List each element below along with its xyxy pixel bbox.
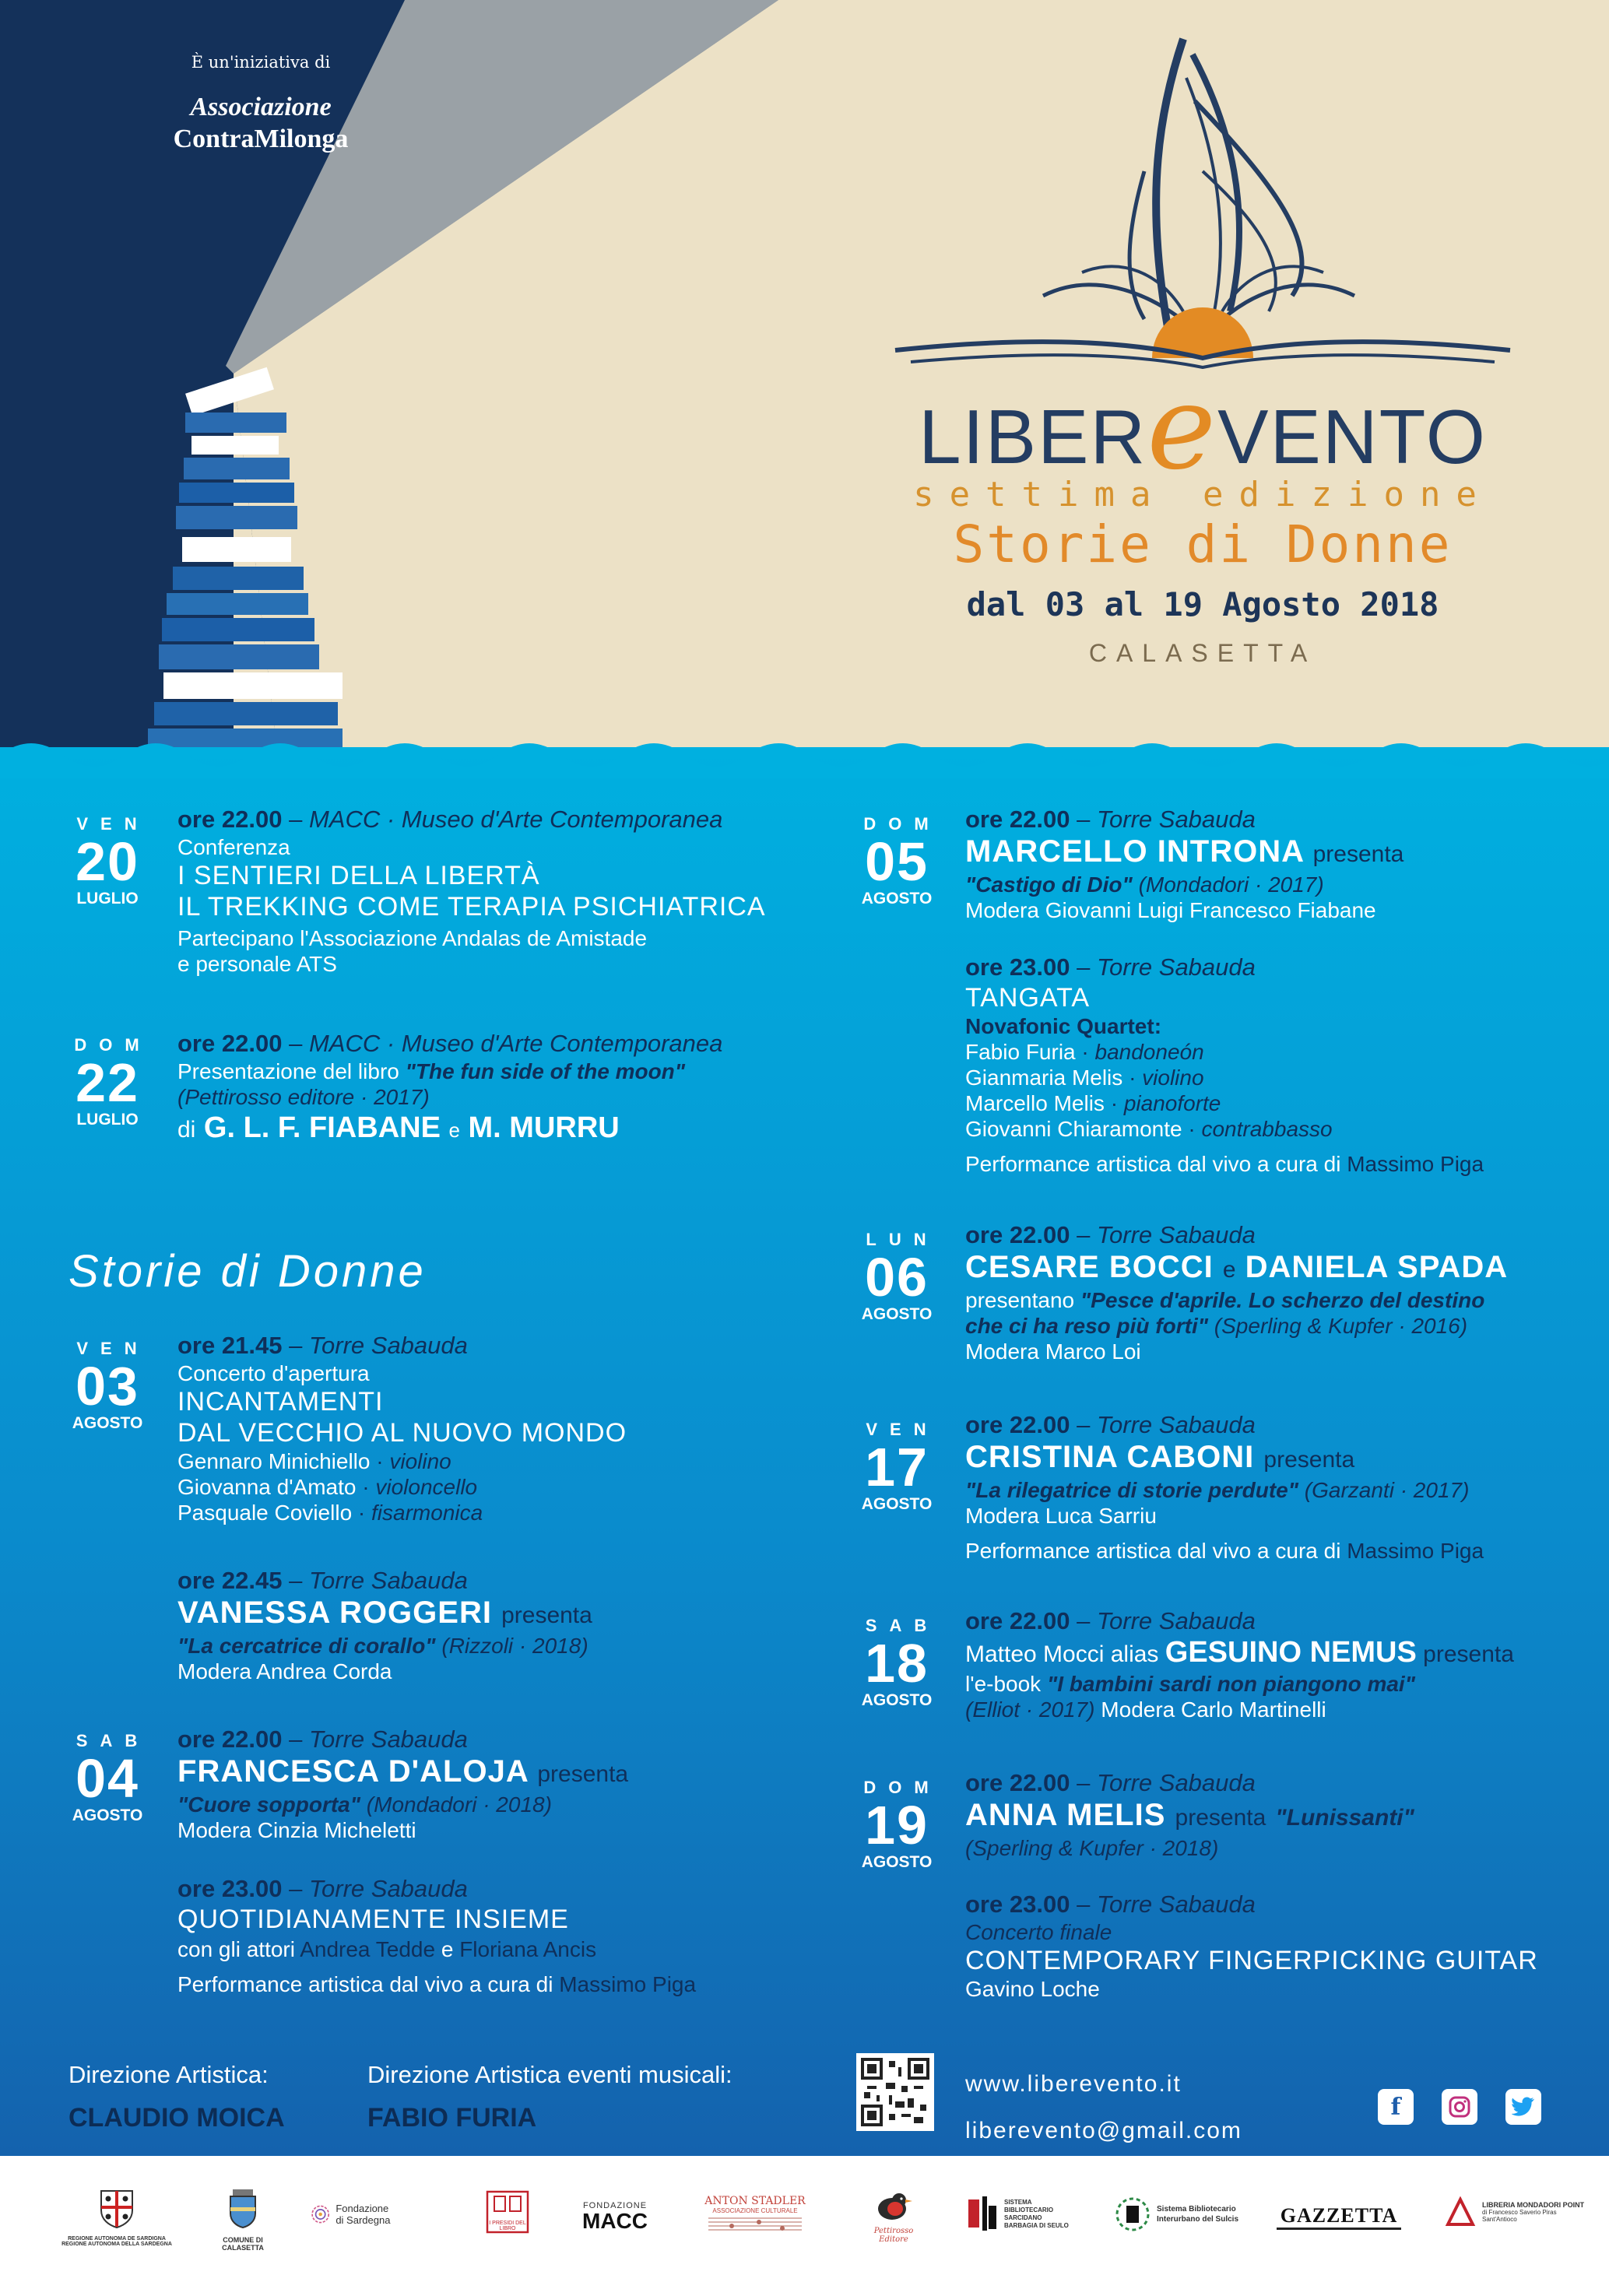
book-title: "Castigo di Dio" (965, 872, 1133, 897)
book-line (965, 1671, 1514, 1697)
separator: · (1129, 1065, 1136, 1090)
event-title: DAL VECCHIO AL NUOVO MONDO (177, 1418, 627, 1448)
event-time: ore 22.00 (177, 1726, 283, 1753)
presentation-label: Presentazione del libro (177, 1059, 399, 1083)
performer-name: Gianmaria Melis (965, 1065, 1123, 1090)
event-venue: Torre Sabauda (308, 1726, 468, 1753)
actor-name: Floriana Ancis (459, 1937, 597, 1961)
sponsor-name: REGIONE AUTONOMA DELLA SARDEGNA (61, 2242, 172, 2247)
presents-label: presenta (1423, 1641, 1514, 1667)
edition-label: settima edizione (913, 475, 1492, 514)
author-name: ANNA MELIS (965, 1798, 1166, 1832)
instrument: fisarmonica (371, 1501, 483, 1525)
date-badge (53, 814, 162, 909)
qr-code[interactable] (856, 2053, 934, 2131)
event-time-venue (965, 1606, 1514, 1636)
date-badge (842, 1230, 951, 1325)
publisher: (Rizzoli · 2018) (441, 1634, 588, 1658)
foundation-logo-icon (311, 2198, 329, 2231)
event-branding (880, 360, 1526, 668)
event-item (965, 1768, 1414, 1861)
performer (965, 1039, 1484, 1065)
sponsor-name: GAZZETTA (1277, 2204, 1401, 2230)
festival-dates: dal 03 al 19 Agosto 2018 (966, 585, 1439, 623)
event-time: ore 23.00 (965, 1891, 1070, 1918)
sponsor-comune-calasetta (212, 2189, 274, 2252)
author-line (965, 1798, 1414, 1835)
sponsor-name: di Francesco Saverio Piras Sant'Antioco (1482, 2209, 1557, 2223)
section-title: Storie di Donne (69, 1246, 427, 1297)
day-number: 06 (865, 1247, 929, 1308)
performance-credit (965, 1538, 1484, 1564)
artistic-director (69, 2061, 285, 2133)
event-title: I SENTIERI DELLA LIBERTÀ (177, 861, 540, 890)
sponsor-name: ASSOCIAZIONE CULTURALE (712, 2207, 798, 2214)
performance-label: Performance artistica dal vivo a cura di (965, 1539, 1341, 1563)
event-time: ore 22.00 (965, 1607, 1070, 1634)
sponsor-gazzetta (1277, 2204, 1401, 2230)
book-title: "I bambini sardi non piangono mai" (1046, 1672, 1415, 1696)
date-badge (53, 1339, 162, 1434)
performance-credit (965, 1151, 1484, 1177)
event-item (965, 1410, 1484, 1564)
book-title: "Lunissanti" (1275, 1805, 1414, 1831)
actor-name: Andrea Tedde (300, 1937, 436, 1961)
municipal-crest-icon (228, 2189, 258, 2229)
presents-label: presenta (1175, 1805, 1266, 1831)
event-time-venue (965, 1220, 1508, 1250)
twitter-icon[interactable] (1505, 2089, 1541, 2125)
author-name: FRANCESCA D'ALOJA (177, 1754, 529, 1789)
book-title: che ci ha reso più forti" (965, 1314, 1209, 1338)
event-item (177, 1874, 696, 1997)
event-item (177, 1331, 627, 1525)
presents-label: presentano (965, 1288, 1075, 1312)
publisher: (Sperling & Kupfer · 2016) (1214, 1314, 1468, 1338)
event-time-venue (965, 1890, 1538, 1919)
author-name: GESUINO NEMUS (1165, 1636, 1417, 1669)
instrument: violoncello (375, 1475, 478, 1499)
day-number: 20 (76, 831, 139, 892)
date-badge (842, 1616, 951, 1711)
performance-label: Performance artistica dal vivo a cura di (177, 1972, 553, 1996)
event-item (177, 1566, 592, 1684)
day-number: 05 (865, 831, 929, 892)
event-time-venue (177, 1331, 627, 1360)
presents-label: presenta (1312, 841, 1404, 867)
performer-name: Massimo Piga (1347, 1152, 1484, 1176)
robin-bird-icon (873, 2189, 914, 2223)
festival-theme: Storie di Donne (953, 514, 1453, 574)
organizer-name-line1: Associazione (190, 93, 332, 121)
logo-text-liber: LIBER (919, 394, 1147, 479)
separator: – (289, 1332, 303, 1359)
performance-credit (177, 1971, 696, 1997)
book-line (177, 1633, 592, 1659)
sponsor-footer (0, 2156, 1609, 2296)
connector: e (448, 1118, 460, 1142)
sponsor-name: ANTON STADLER (704, 2195, 806, 2207)
author-line (965, 1440, 1484, 1477)
sponsor-name: I PRESIDI DEL LIBRO (489, 2221, 526, 2231)
month: AGOSTO (72, 1806, 143, 1824)
event-title: QUOTIDIANAMENTE INSIEME (177, 1905, 569, 1934)
book-title: "Pesce d'aprile. Lo scherzo del destino (1080, 1288, 1485, 1312)
author-line (965, 1636, 1514, 1671)
author-name: MARCELLO INTRONA (965, 834, 1304, 869)
performer-name: Massimo Piga (1347, 1539, 1484, 1563)
connector: di (177, 1117, 196, 1143)
performer-name: Pasquale Coviello (177, 1501, 353, 1525)
sponsor-fondazione-macc (571, 2201, 659, 2232)
event-time: ore 21.45 (177, 1332, 283, 1359)
event-item (177, 1725, 628, 1843)
month: AGOSTO (861, 1691, 933, 1709)
author-line (965, 834, 1403, 872)
day-number: 19 (865, 1795, 929, 1855)
event-note: Partecipano l'Associazione Andalas de Amistade (177, 926, 648, 950)
performer (965, 1065, 1484, 1090)
instrument: violino (389, 1449, 451, 1473)
event-time: ore 22.00 (965, 1769, 1070, 1796)
actors-line (177, 1936, 696, 1962)
day-number: 22 (76, 1052, 139, 1113)
weekday: DOM (74, 1035, 152, 1055)
festival-city: CALASETTA (1088, 639, 1317, 667)
event-venue: Torre Sabauda (308, 1875, 468, 1902)
credit-label: Direzione Artistica: (69, 2061, 269, 2088)
sponsor-name: Pettirosso Editore (873, 2227, 914, 2244)
performer-name: Giovanna d'Amato (177, 1475, 357, 1499)
credit-name: FABIO FURIA (367, 2103, 537, 2133)
performer-name: Gennaro Minichiello (177, 1449, 371, 1473)
author-alias-label: Matteo Mocci alias (965, 1641, 1159, 1667)
credit-label: Direzione Artistica eventi musicali: (367, 2061, 732, 2088)
band-label: Novafonic Quartet (965, 1014, 1154, 1038)
event-title: TANGATA (965, 983, 1090, 1013)
separator: · (1110, 1091, 1119, 1115)
presents-label: presenta (537, 1761, 629, 1787)
regional-coat-of-arms-icon (99, 2189, 135, 2229)
event-venue: Torre Sabauda (1096, 1769, 1256, 1796)
sailboat-book-logo (887, 16, 1518, 389)
author-line (965, 1250, 1508, 1287)
moderator: Modera Luca Sarriu (965, 1504, 1157, 1528)
event-time-venue (965, 1768, 1414, 1798)
moderator: Modera Andrea Corda (177, 1659, 392, 1683)
performer (177, 1500, 627, 1525)
event-item (965, 1890, 1538, 2002)
separator: · (1081, 1040, 1089, 1064)
moderator: Modera Carlo Martinelli (1101, 1697, 1326, 1722)
day-number: 04 (76, 1748, 139, 1809)
event-time-venue (965, 953, 1484, 982)
initiative-label: È un'iniziativa di (191, 53, 331, 72)
author-line (177, 1596, 592, 1633)
date-badge (53, 1035, 162, 1130)
instrument: bandoneón (1094, 1040, 1204, 1064)
performer-name: Gavino Loche (965, 1977, 1100, 2001)
event-time: ore 22.00 (965, 1411, 1070, 1438)
event-venue: MACC · Museo d'Arte Contemporanea (308, 806, 723, 833)
publisher: (Mondadori · 2018) (366, 1792, 552, 1817)
separator: – (289, 1875, 303, 1902)
separator: – (289, 806, 303, 833)
organizer-name-line2: ContraMilonga (173, 125, 349, 153)
sponsor-sistema-sulcis (1115, 2195, 1255, 2234)
event-item (965, 1606, 1514, 1722)
performance-label: Performance artistica dal vivo a cura di (965, 1152, 1341, 1176)
separator: – (1077, 1769, 1091, 1796)
sponsor-name: COMUNE DI CALASETTA (222, 2236, 264, 2252)
sponsor-name: MACC (582, 2209, 648, 2233)
event-time: ore 22.00 (177, 1030, 283, 1057)
separator: · (357, 1501, 366, 1525)
performer (965, 1090, 1484, 1116)
presents-label: presenta (1263, 1447, 1355, 1473)
separator: – (1077, 1221, 1091, 1248)
date-badge (842, 1778, 951, 1873)
separator: · (1188, 1117, 1196, 1141)
book-title: "La cercatrice di corallo" (177, 1634, 436, 1658)
month: AGOSTO (72, 1414, 143, 1432)
event-item (965, 953, 1484, 1177)
author-line (177, 1754, 628, 1792)
event-time-venue (177, 1725, 628, 1754)
separator: · (376, 1449, 384, 1473)
publisher-line (965, 1697, 1514, 1722)
organizer-block (148, 53, 374, 156)
weekday: DOM (863, 814, 941, 834)
event-title: IL TREKKING COME TERAPIA PSICHIATRICA (177, 892, 766, 922)
book-line (177, 1792, 628, 1817)
book-presentation (177, 1058, 722, 1084)
sponsor-regione-sardegna (54, 2189, 179, 2247)
sulcis-logo-icon (1115, 2195, 1151, 2234)
date-badge (53, 1731, 162, 1826)
event-time: ore 23.00 (965, 953, 1070, 981)
performer-name: Giovanni Chiaramonte (965, 1117, 1182, 1141)
moderator: Modera Giovanni Luigi Francesco Fiabane (965, 898, 1376, 922)
sponsor-name: REGIONE AUTONOMA DE SARDIGNA (68, 2236, 166, 2242)
sponsor-name: LIBRERIA MONDADORI POINT (1482, 2201, 1585, 2209)
sponsor-name: FONDAZIONE (582, 2201, 648, 2210)
music-director (367, 2061, 732, 2133)
separator: – (289, 1030, 303, 1057)
publisher: (Pettirosso editore · 2017) (177, 1085, 430, 1109)
event-time-venue (965, 1410, 1484, 1440)
separator: – (1077, 1891, 1091, 1918)
actors-label: con gli attori (177, 1937, 295, 1961)
day-number: 03 (76, 1356, 139, 1417)
moderator: Modera Cinzia Micheletti (177, 1818, 416, 1842)
authors (177, 1110, 722, 1148)
library-system-logo-icon (965, 2195, 999, 2234)
email-link[interactable]: liberevento@gmail.com (965, 2118, 1242, 2143)
month: AGOSTO (861, 1305, 933, 1323)
author-name: CESARE BOCCI (965, 1250, 1214, 1284)
wave-divider (0, 732, 1609, 778)
date-badge (842, 814, 951, 909)
weekday: SAB (76, 1731, 150, 1750)
event-item (177, 1029, 722, 1148)
book-title: "Cuore sopporta" (177, 1792, 361, 1817)
month: AGOSTO (861, 1495, 933, 1513)
author-name: VANESSA ROGGERI (177, 1596, 492, 1630)
qr-code-pattern (861, 2058, 929, 2126)
performer-name: Marcello Melis (965, 1091, 1105, 1115)
event-time: ore 22.00 (965, 1221, 1070, 1248)
event-type: Concerto d'apertura (177, 1361, 370, 1385)
connector: e (1222, 1257, 1236, 1283)
month: AGOSTO (861, 890, 933, 908)
event-type: Concerto finale (965, 1920, 1112, 1944)
separator: – (289, 1726, 303, 1753)
weekday: VEN (866, 1420, 939, 1439)
publisher: (Mondadori · 2017) (1138, 872, 1324, 897)
sponsor-mondadori-point (1445, 2196, 1593, 2228)
contact-block (965, 2061, 1242, 2154)
separator: – (1077, 953, 1091, 981)
performer (965, 1116, 1484, 1142)
performer (177, 1448, 627, 1474)
author-name: M. MURRU (468, 1111, 620, 1144)
performer (177, 1474, 627, 1500)
instagram-icon[interactable] (1442, 2089, 1477, 2125)
colon: : (1154, 1014, 1162, 1038)
event-time-venue (177, 1029, 722, 1058)
event-time: ore 22.45 (177, 1567, 283, 1594)
sponsor-pettirosso (862, 2189, 925, 2244)
mondadori-logo-icon (1445, 2196, 1476, 2228)
author-name: CRISTINA CABONI (965, 1440, 1255, 1474)
facebook-icon[interactable]: f (1378, 2089, 1414, 2125)
event-time: ore 22.00 (177, 806, 283, 833)
event-venue: Torre Sabauda (1096, 1891, 1256, 1918)
sponsor-presidi-libro (481, 2190, 534, 2231)
music-staff-icon (708, 2214, 802, 2233)
event-venue: Torre Sabauda (1096, 953, 1256, 981)
publisher: (Elliot · 2017) (965, 1697, 1095, 1722)
month: LUGLIO (76, 890, 139, 908)
event-item (177, 805, 766, 977)
event-title: CONTEMPORARY FINGERPICKING GUITAR (965, 1946, 1538, 1975)
author-name: DANIELA SPADA (1245, 1250, 1509, 1284)
book-line (965, 872, 1403, 897)
book-title: "La rilegatrice di storie perdute" (965, 1478, 1298, 1502)
separator: – (1077, 1411, 1091, 1438)
weekday: LUN (866, 1230, 939, 1249)
format-label: l'e-book (965, 1672, 1042, 1696)
event-venue: Torre Sabauda (1096, 806, 1256, 833)
author-name: G. L. F. FIABANE (203, 1111, 441, 1144)
separator: – (1077, 1607, 1091, 1634)
weekday: VEN (76, 1339, 149, 1358)
event-venue: Torre Sabauda (1096, 1411, 1256, 1438)
separator: – (289, 1567, 303, 1594)
performer-name: Fabio Furia (965, 1040, 1076, 1064)
event-time-venue (177, 805, 766, 834)
sponsor-anton-stadler (693, 2195, 817, 2237)
instrument: pianoforte (1123, 1091, 1221, 1115)
event-item (965, 805, 1403, 923)
event-time-venue (965, 805, 1403, 834)
event-venue: Torre Sabauda (1096, 1221, 1256, 1248)
event-venue: Torre Sabauda (1096, 1607, 1256, 1634)
event-time: ore 22.00 (965, 806, 1070, 833)
date-badge (842, 1420, 951, 1515)
event-time-venue (177, 1566, 592, 1596)
instrument: contrabbasso (1201, 1117, 1333, 1141)
event-title: INCANTAMENTI (177, 1387, 384, 1417)
event-venue: MACC · Museo d'Arte Contemporanea (308, 1030, 723, 1057)
event-venue: Torre Sabauda (308, 1567, 468, 1594)
event-note: e personale ATS (177, 952, 337, 976)
month: AGOSTO (861, 1853, 933, 1871)
weekday: DOM (863, 1778, 941, 1797)
sponsor-name: Sistema Bibliotecario Interurbano del Sulcis (1157, 2205, 1239, 2224)
book-line (965, 1287, 1508, 1313)
book-title: "The fun side of the moon" (405, 1059, 686, 1083)
separator: – (1077, 806, 1091, 833)
moderator: Modera Marco Loi (965, 1339, 1141, 1364)
book-line (965, 1313, 1508, 1339)
day-number: 18 (865, 1633, 929, 1694)
logo-text-e: e (1147, 360, 1218, 496)
instrument: violino (1142, 1065, 1204, 1090)
credit-name: CLAUDIO MOICA (69, 2103, 285, 2133)
month: LUGLIO (76, 1111, 139, 1129)
event-type: Conferenza (177, 835, 290, 859)
performer-name: Massimo Piga (559, 1972, 697, 1996)
logo-text-vento: VENTO (1217, 394, 1487, 479)
instagram-glyph (1448, 2095, 1471, 2119)
sponsor-name: Fondazione di Sardegna (336, 2203, 391, 2226)
website-link[interactable]: www.liberevento.it (965, 2071, 1182, 2097)
event-item (965, 1220, 1508, 1364)
event-time: ore 23.00 (177, 1875, 283, 1902)
event-time-venue (177, 1874, 696, 1904)
publisher: (Sperling & Kupfer · 2018) (965, 1836, 1219, 1860)
sponsor-sistema-sarcidano (965, 2195, 1082, 2234)
sponsor-fondazione-sardegna (311, 2198, 397, 2231)
separator: · (362, 1475, 370, 1499)
twitter-bird-glyph (1512, 2097, 1535, 2117)
connector: e (441, 1937, 454, 1961)
publisher: (Garzanti · 2017) (1304, 1478, 1470, 1502)
weekday: SAB (865, 1616, 940, 1635)
poster-header (0, 0, 1609, 778)
band-name (965, 1013, 1484, 1039)
weekday: VEN (76, 814, 149, 834)
day-number: 17 (865, 1437, 929, 1497)
book-line (965, 1477, 1484, 1503)
sponsor-name: SISTEMA BIBLIOTECARIO SARCIDANO BARBAGIA DI SEULO (1004, 2199, 1069, 2229)
event-venue: Torre Sabauda (308, 1332, 468, 1359)
presents-label: presenta (501, 1603, 592, 1628)
